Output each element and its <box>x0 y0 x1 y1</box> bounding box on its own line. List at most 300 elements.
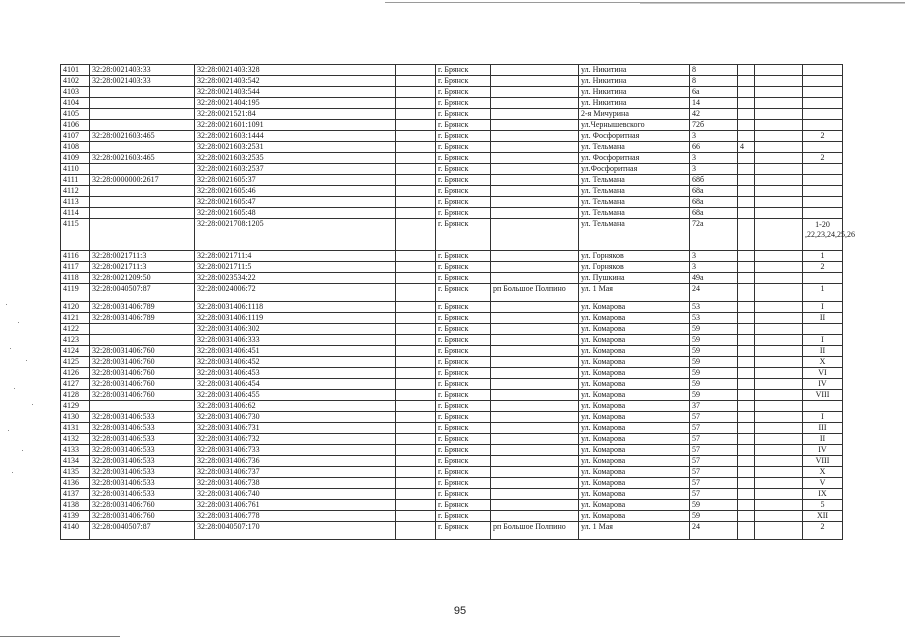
building-cell <box>738 175 755 186</box>
street-cell: ул. Комарова <box>579 324 690 335</box>
house-number-cell: 59 <box>690 500 738 511</box>
table-row <box>61 500 843 511</box>
object-cadastral-cell: 32:28:0021601:1091 <box>195 120 396 131</box>
empty-cell <box>755 423 803 434</box>
object-cadastral-cell: 32:28:0031406:453 <box>195 368 396 379</box>
row-number-cell: 4118 <box>61 273 90 284</box>
empty-cell <box>755 131 803 142</box>
house-number-cell: 59 <box>690 368 738 379</box>
empty-cell <box>755 313 803 324</box>
apartment-cell <box>803 98 843 109</box>
street-cell: ул. Горняков <box>579 251 690 262</box>
table-row <box>61 522 843 540</box>
row-number-cell: 4104 <box>61 98 90 109</box>
settlement-cell <box>491 379 579 390</box>
empty-cell <box>396 262 436 273</box>
building-cell <box>738 120 755 131</box>
city-cell: г. Брянск <box>436 120 491 131</box>
table-row <box>61 511 843 522</box>
settlement-cell <box>491 175 579 186</box>
settlement-cell: рп Большое Полпино <box>491 284 579 302</box>
object-cadastral-cell: 32:28:0031406:451 <box>195 346 396 357</box>
house-number-cell: 72б <box>690 120 738 131</box>
apartment-cell: II <box>803 346 843 357</box>
object-cadastral-cell: 32:28:0031406:333 <box>195 335 396 346</box>
house-number-cell: 3 <box>690 164 738 175</box>
parcel-cadastral-cell: 32:28:0031406:533 <box>90 434 195 445</box>
empty-cell <box>396 313 436 324</box>
parcel-cadastral-cell: 32:28:0021403:33 <box>90 76 195 87</box>
row-number-cell: 4136 <box>61 478 90 489</box>
building-cell <box>738 500 755 511</box>
house-number-cell: 68а <box>690 208 738 219</box>
parcel-cadastral-cell: 32:28:0031406:760 <box>90 390 195 401</box>
row-number-cell: 4140 <box>61 522 90 540</box>
city-cell: г. Брянск <box>436 423 491 434</box>
apartment-cell <box>803 197 843 208</box>
row-number-cell: 4103 <box>61 87 90 98</box>
empty-cell <box>755 346 803 357</box>
building-cell <box>738 412 755 423</box>
empty-cell <box>396 164 436 175</box>
street-cell: ул. Комарова <box>579 467 690 478</box>
street-cell: ул. Комарова <box>579 390 690 401</box>
table-row <box>61 142 843 153</box>
table-row <box>61 98 843 109</box>
empty-cell <box>396 76 436 87</box>
house-number-cell: 8 <box>690 65 738 76</box>
row-number-cell: 4122 <box>61 324 90 335</box>
settlement-cell <box>491 109 579 120</box>
house-number-cell: 59 <box>690 379 738 390</box>
building-cell <box>738 251 755 262</box>
settlement-cell <box>491 313 579 324</box>
empty-cell <box>396 368 436 379</box>
table-row <box>61 131 843 142</box>
row-number-cell: 4111 <box>61 175 90 186</box>
city-cell: г. Брянск <box>436 412 491 423</box>
empty-cell <box>396 273 436 284</box>
row-number-cell: 4102 <box>61 76 90 87</box>
settlement-cell <box>491 401 579 412</box>
building-cell <box>738 335 755 346</box>
city-cell: г. Брянск <box>436 131 491 142</box>
table-row <box>61 489 843 500</box>
house-number-cell: 68а <box>690 197 738 208</box>
building-cell <box>738 153 755 164</box>
city-cell: г. Брянск <box>436 197 491 208</box>
apartment-cell: I <box>803 335 843 346</box>
city-cell: г. Брянск <box>436 467 491 478</box>
object-cadastral-cell: 32:28:0024006:72 <box>195 284 396 302</box>
empty-cell <box>396 500 436 511</box>
apartment-cell: 2 <box>803 522 843 540</box>
building-cell <box>738 302 755 313</box>
row-number-cell: 4132 <box>61 434 90 445</box>
object-cadastral-cell: 32:28:0031406:736 <box>195 456 396 467</box>
house-number-cell: 24 <box>690 522 738 540</box>
empty-cell <box>755 262 803 273</box>
empty-cell <box>755 120 803 131</box>
parcel-cadastral-cell <box>90 164 195 175</box>
settlement-cell <box>491 390 579 401</box>
table-row <box>61 445 843 456</box>
empty-cell <box>755 445 803 456</box>
city-cell: г. Брянск <box>436 489 491 500</box>
settlement-cell <box>491 87 579 98</box>
empty-cell <box>755 401 803 412</box>
street-cell: ул. Тельмана <box>579 208 690 219</box>
parcel-cadastral-cell: 32:28:0000000:2617 <box>90 175 195 186</box>
empty-cell <box>396 87 436 98</box>
table-row <box>61 109 843 120</box>
settlement-cell <box>491 489 579 500</box>
city-cell: г. Брянск <box>436 478 491 489</box>
object-cadastral-cell: 32:28:0021603:2531 <box>195 142 396 153</box>
table-row <box>61 412 843 423</box>
row-number-cell: 4105 <box>61 109 90 120</box>
apartment-cell <box>803 186 843 197</box>
apartment-cell <box>803 65 843 76</box>
row-number-cell: 4116 <box>61 251 90 262</box>
building-cell <box>738 390 755 401</box>
street-cell: ул. 1 Мая <box>579 284 690 302</box>
parcel-cadastral-cell: 32:28:0031406:533 <box>90 478 195 489</box>
row-number-cell: 4139 <box>61 511 90 522</box>
empty-cell <box>396 467 436 478</box>
empty-cell <box>755 284 803 302</box>
empty-cell <box>755 87 803 98</box>
object-cadastral-cell: 32:28:0021605:37 <box>195 175 396 186</box>
object-cadastral-cell: 32:28:0021521:84 <box>195 109 396 120</box>
table-row <box>61 164 843 175</box>
table-row <box>61 456 843 467</box>
apartment-cell: 1-20 ,22,23,24,25,26 <box>803 219 843 251</box>
empty-cell <box>755 434 803 445</box>
parcel-cadastral-cell <box>90 197 195 208</box>
parcel-cadastral-cell: 32:28:0021209:50 <box>90 273 195 284</box>
street-cell: ул. Комарова <box>579 511 690 522</box>
empty-cell <box>396 302 436 313</box>
building-cell <box>738 346 755 357</box>
building-cell <box>738 98 755 109</box>
parcel-cadastral-cell: 32:28:0031406:760 <box>90 368 195 379</box>
settlement-cell <box>491 445 579 456</box>
street-cell: ул. Комарова <box>579 445 690 456</box>
empty-cell <box>396 197 436 208</box>
row-number-cell: 4135 <box>61 467 90 478</box>
row-number-cell: 4126 <box>61 368 90 379</box>
table-row <box>61 76 843 87</box>
parcel-cadastral-cell: 32:28:0031406:533 <box>90 489 195 500</box>
object-cadastral-cell: 32:28:0021403:328 <box>195 65 396 76</box>
house-number-cell: 24 <box>690 284 738 302</box>
street-cell: ул. Тельмана <box>579 175 690 186</box>
street-cell: ул. Никитина <box>579 76 690 87</box>
object-cadastral-cell: 32:28:0021711:5 <box>195 262 396 273</box>
settlement-cell <box>491 208 579 219</box>
city-cell: г. Брянск <box>436 208 491 219</box>
city-cell: г. Брянск <box>436 142 491 153</box>
table-row <box>61 357 843 368</box>
table-row <box>61 273 843 284</box>
empty-cell <box>396 175 436 186</box>
row-number-cell: 4124 <box>61 346 90 357</box>
city-cell: г. Брянск <box>436 313 491 324</box>
empty-cell <box>396 335 436 346</box>
city-cell: г. Брянск <box>436 401 491 412</box>
apartment-cell <box>803 87 843 98</box>
house-number-cell: 53 <box>690 302 738 313</box>
row-number-cell: 4109 <box>61 153 90 164</box>
city-cell: г. Брянск <box>436 284 491 302</box>
parcel-cadastral-cell: 32:28:0021711:3 <box>90 251 195 262</box>
street-cell: ул. Комарова <box>579 401 690 412</box>
building-cell <box>738 357 755 368</box>
object-cadastral-cell: 32:28:0040507:170 <box>195 522 396 540</box>
table-row <box>61 434 843 445</box>
house-number-cell: 53 <box>690 313 738 324</box>
table-row <box>61 175 843 186</box>
object-cadastral-cell: 32:28:0021605:48 <box>195 208 396 219</box>
building-cell <box>738 76 755 87</box>
row-number-cell: 4108 <box>61 142 90 153</box>
settlement-cell <box>491 219 579 251</box>
empty-cell <box>755 368 803 379</box>
city-cell: г. Брянск <box>436 522 491 540</box>
house-number-cell: 3 <box>690 251 738 262</box>
empty-cell <box>755 251 803 262</box>
apartment-cell: V <box>803 478 843 489</box>
parcel-cadastral-cell: 32:28:0021603:465 <box>90 131 195 142</box>
apartment-cell: X <box>803 357 843 368</box>
object-cadastral-cell: 32:28:0021605:47 <box>195 197 396 208</box>
parcel-cadastral-cell: 32:28:0021403:33 <box>90 65 195 76</box>
city-cell: г. Брянск <box>436 379 491 390</box>
city-cell: г. Брянск <box>436 87 491 98</box>
house-number-cell: 3 <box>690 153 738 164</box>
table-row <box>61 302 843 313</box>
empty-cell <box>755 98 803 109</box>
empty-cell <box>755 197 803 208</box>
empty-cell <box>755 76 803 87</box>
empty-cell <box>755 302 803 313</box>
building-cell <box>738 313 755 324</box>
settlement-cell <box>491 368 579 379</box>
empty-cell <box>396 434 436 445</box>
street-cell: ул. Тельмана <box>579 219 690 251</box>
object-cadastral-cell: 32:28:0021711:4 <box>195 251 396 262</box>
empty-cell <box>396 423 436 434</box>
empty-cell <box>755 357 803 368</box>
row-number-cell: 4133 <box>61 445 90 456</box>
parcel-cadastral-cell <box>90 401 195 412</box>
empty-cell <box>396 120 436 131</box>
empty-cell <box>396 109 436 120</box>
street-cell: ул. 1 Мая <box>579 522 690 540</box>
house-number-cell: 3 <box>690 131 738 142</box>
settlement-cell <box>491 262 579 273</box>
table-row <box>61 262 843 273</box>
city-cell: г. Брянск <box>436 434 491 445</box>
empty-cell <box>396 489 436 500</box>
object-cadastral-cell: 32:28:0031406:302 <box>195 324 396 335</box>
apartment-cell: VIII <box>803 456 843 467</box>
apartment-cell: I <box>803 302 843 313</box>
empty-cell <box>396 522 436 540</box>
object-cadastral-cell: 32:28:0021708:1205 <box>195 219 396 251</box>
city-cell: г. Брянск <box>436 511 491 522</box>
settlement-cell <box>491 478 579 489</box>
empty-cell <box>755 324 803 335</box>
city-cell: г. Брянск <box>436 456 491 467</box>
settlement-cell <box>491 98 579 109</box>
city-cell: г. Брянск <box>436 98 491 109</box>
parcel-cadastral-cell: 32:28:0031406:789 <box>90 302 195 313</box>
parcel-cadastral-cell <box>90 324 195 335</box>
building-cell <box>738 186 755 197</box>
table-row <box>61 313 843 324</box>
house-number-cell: 66 <box>690 142 738 153</box>
apartment-cell: II <box>803 313 843 324</box>
street-cell: ул. Комарова <box>579 379 690 390</box>
city-cell: г. Брянск <box>436 335 491 346</box>
table-row <box>61 390 843 401</box>
table-row <box>61 87 843 98</box>
street-cell: ул. Фосфоритная <box>579 153 690 164</box>
table-row <box>61 346 843 357</box>
city-cell: г. Брянск <box>436 302 491 313</box>
city-cell: г. Брянск <box>436 273 491 284</box>
parcel-cadastral-cell <box>90 98 195 109</box>
city-cell: г. Брянск <box>436 175 491 186</box>
street-cell: ул. Комарова <box>579 412 690 423</box>
empty-cell <box>396 324 436 335</box>
house-number-cell: 72а <box>690 219 738 251</box>
city-cell: г. Брянск <box>436 324 491 335</box>
table-row <box>61 65 843 76</box>
apartment-cell <box>803 120 843 131</box>
table-row <box>61 478 843 489</box>
row-number-cell: 4107 <box>61 131 90 142</box>
house-number-cell: 57 <box>690 489 738 500</box>
building-cell <box>738 423 755 434</box>
city-cell: г. Брянск <box>436 390 491 401</box>
building-cell <box>738 131 755 142</box>
row-number-cell: 4114 <box>61 208 90 219</box>
empty-cell <box>755 478 803 489</box>
table-row <box>61 219 843 251</box>
house-number-cell: 8 <box>690 76 738 87</box>
settlement-cell <box>491 511 579 522</box>
house-number-cell: 59 <box>690 357 738 368</box>
building-cell <box>738 445 755 456</box>
building-cell: 4 <box>738 142 755 153</box>
apartment-cell: IV <box>803 445 843 456</box>
empty-cell <box>396 208 436 219</box>
street-cell: ул. Никитина <box>579 65 690 76</box>
building-cell <box>738 273 755 284</box>
apartment-cell: II <box>803 434 843 445</box>
street-cell: ул. Комарова <box>579 500 690 511</box>
building-cell <box>738 65 755 76</box>
building-cell <box>738 284 755 302</box>
empty-cell <box>755 467 803 478</box>
parcel-cadastral-cell: 32:28:0031406:789 <box>90 313 195 324</box>
row-number-cell: 4113 <box>61 197 90 208</box>
street-cell: ул. Комарова <box>579 489 690 500</box>
street-cell: ул. Тельмана <box>579 197 690 208</box>
house-number-cell: 42 <box>690 109 738 120</box>
settlement-cell <box>491 456 579 467</box>
table-row <box>61 197 843 208</box>
empty-cell <box>396 511 436 522</box>
parcel-cadastral-cell: 32:28:0031406:533 <box>90 467 195 478</box>
apartment-cell <box>803 142 843 153</box>
apartment-cell: XII <box>803 511 843 522</box>
table-row <box>61 120 843 131</box>
house-number-cell: 3 <box>690 262 738 273</box>
city-cell: г. Брянск <box>436 251 491 262</box>
street-cell: ул. Комарова <box>579 313 690 324</box>
building-cell <box>738 109 755 120</box>
city-cell: г. Брянск <box>436 164 491 175</box>
settlement-cell <box>491 346 579 357</box>
city-cell: г. Брянск <box>436 357 491 368</box>
parcel-cadastral-cell <box>90 186 195 197</box>
settlement-cell <box>491 500 579 511</box>
table-row <box>61 324 843 335</box>
empty-cell <box>755 65 803 76</box>
empty-cell <box>755 456 803 467</box>
parcel-cadastral-cell <box>90 208 195 219</box>
empty-cell <box>755 390 803 401</box>
empty-cell <box>755 219 803 251</box>
street-cell: ул. Фосфоритная <box>579 131 690 142</box>
building-cell <box>738 434 755 445</box>
parcel-cadastral-cell: 32:28:0021711:3 <box>90 262 195 273</box>
apartment-cell <box>803 208 843 219</box>
street-cell: ул. Комарова <box>579 434 690 445</box>
object-cadastral-cell: 32:28:0023534:22 <box>195 273 396 284</box>
table-row <box>61 153 843 164</box>
apartment-cell: III <box>803 423 843 434</box>
building-cell <box>738 208 755 219</box>
object-cadastral-cell: 32:28:0031406:455 <box>195 390 396 401</box>
empty-cell <box>755 335 803 346</box>
settlement-cell <box>491 423 579 434</box>
building-cell <box>738 401 755 412</box>
object-cadastral-cell: 32:28:0031406:730 <box>195 412 396 423</box>
object-cadastral-cell: 32:28:0031406:737 <box>195 467 396 478</box>
apartment-cell <box>803 175 843 186</box>
empty-cell <box>755 500 803 511</box>
house-number-cell: 59 <box>690 390 738 401</box>
street-cell: 2-я Мичурина <box>579 109 690 120</box>
city-cell: г. Брянск <box>436 186 491 197</box>
parcel-cadastral-cell: 32:28:0031406:760 <box>90 379 195 390</box>
street-cell: ул.Чернышевского <box>579 120 690 131</box>
row-number-cell: 4101 <box>61 65 90 76</box>
row-number-cell: 4131 <box>61 423 90 434</box>
building-cell <box>738 197 755 208</box>
empty-cell <box>396 379 436 390</box>
row-number-cell: 4134 <box>61 456 90 467</box>
apartment-cell: VI <box>803 368 843 379</box>
object-cadastral-cell: 32:28:0031406:62 <box>195 401 396 412</box>
table-row <box>61 379 843 390</box>
empty-cell <box>396 401 436 412</box>
